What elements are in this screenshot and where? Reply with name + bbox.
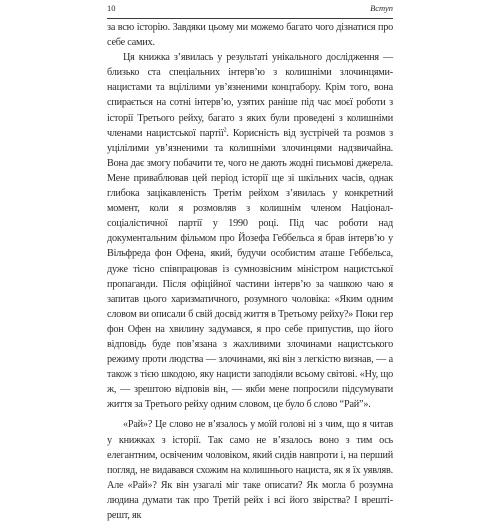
paragraph-continued: за всю історію. Завдяки цьому ми можемо багато чого дізнатися про себе самих. bbox=[107, 22, 393, 49]
page-header bbox=[107, 2, 393, 19]
page-number: 10 bbox=[107, 3, 116, 13]
paragraph-paradise: «Рай»? Це слово не в’язалось у моїй голові ні з чим, що я читав у книжках з історії. Так само не в’язалось воно з тим ось елегантним, освіченим чоловіком, який сидів навпроти і, на перший погляд, не видавався схожим на колишнього нациста, як я їх уявляв. Але «Рай»? Як він узагалі міг таке описати? Як могла б розумна людина думати так про Третій рейх і всі його звірства? І врешті-решт, як bbox=[107, 419, 393, 521]
running-head: Вступ bbox=[370, 3, 393, 13]
body-text bbox=[107, 20, 393, 523]
paragraph-interviews-text-start: Ця книжка з’явилась у результаті унікального дослідження — близько ста спеціальних інтерв’ю з колишніми злочинцями-нацистами та вцілілими ув’язненими концтабору. Крім того, вона спирається на сотні інтерв’ю, узятих раніше під час моєї роботи з історії Третього рейху, багато з яких були проведені з колишніми членами нацистської партії bbox=[107, 52, 393, 139]
paragraph-interviews bbox=[107, 50, 393, 412]
footnote-marker: 2 bbox=[223, 127, 227, 134]
paragraph-interviews-text-end: . Корисність від зустрічей та розмов з уцілілими ув’язненими та колишніми злочинцями надзвичайна. Вона дає змогу побачити те, чого не дають жодні письмові джерела. Мене приваблював цей період історії ще зі шкільних часів, однак глибока зацікавленість Третім рейхом з’явилась у конкретний момент, коли я розмовляв з колишнім членом Націонал-соціалістичної партії у 1990 році. Під час роботи над документальним фільмом про Йозефа Геббельса я брав інтерв’ю у Вільфреда фон Офена, який, будучи особистим аташе Геббельса, дуже тісно співпрацював із сумнозвісним міністром нацистської пропаганди. Після офіційної частини інтерв’ю за чашкою чаю я запитав цього харизматичного, розумного чоловіка: «Яким одним словом ви описали б свій досвід життя в Третьому рейху?» Поки гер фон Офен на хвилину задумався, я про себе припустив, що його відповідь буде пов’язана з жахливими злочинами нацистського режиму проти людства — злочинами, які він з легкістю визнав, — а також з тією шкодою, яку нацисти заподіяли всьому світові. «Ну, що ж, — зрештою відповів він, — якби мене попросили підсумувати життя за Третього рейху одним словом, це було б слово “Рай”». bbox=[107, 127, 394, 411]
